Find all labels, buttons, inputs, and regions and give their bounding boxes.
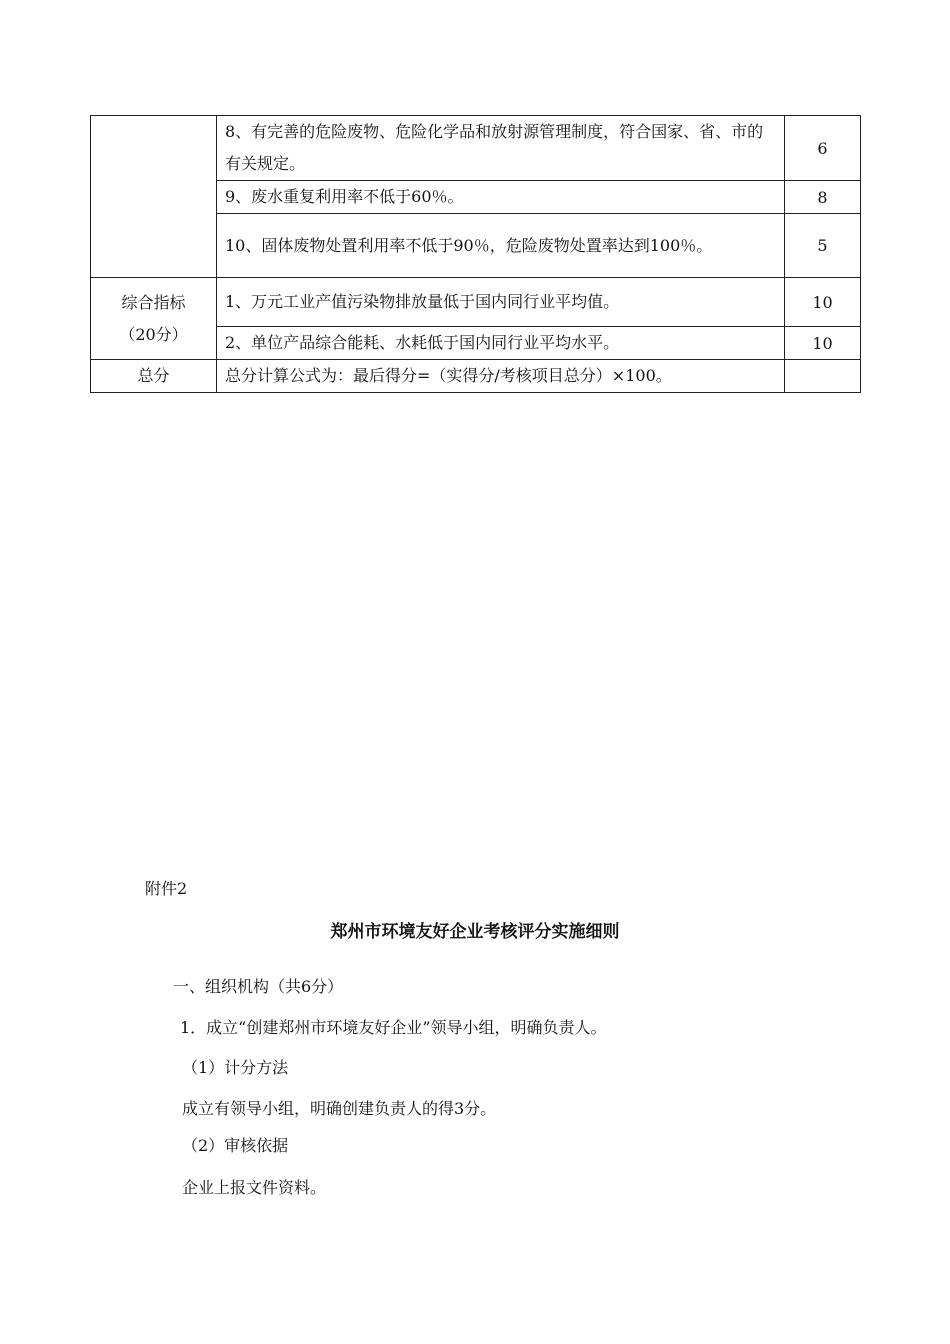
section-heading: 一、组织机构（共6分） — [173, 977, 344, 996]
category-cell-empty — [91, 116, 217, 278]
criterion-item-10: 10、固体废物处置利用率不低于90％，危险废物处置率达到100％。 — [217, 214, 785, 278]
scoring-table — [90, 115, 861, 393]
points-cell: 6 — [785, 116, 861, 181]
item-heading: 1．成立“创建郑州市环境友好企业”领导小组，明确负责人。 — [180, 1018, 607, 1037]
points-cell: 10 — [785, 278, 861, 327]
table-row — [91, 278, 861, 327]
criterion-item-comprehensive-1: 1、万元工业产值污染物排放量低于国内同行业平均值。 — [217, 278, 785, 327]
criterion-item-8: 8、有完善的危险废物、危险化学品和放射源管理制度，符合国家、省、市的有关规定。 — [217, 116, 785, 181]
points-cell: 8 — [785, 181, 861, 214]
sub-heading-scoring-method: （1）计分方法 — [182, 1058, 289, 1077]
category-points: （20分） — [119, 324, 188, 344]
document-title: 郑州市环境友好企业考核评分实施细则 — [330, 922, 620, 942]
category-cell-total: 总分 — [91, 360, 217, 393]
category-cell-comprehensive — [91, 278, 217, 360]
total-formula: 总分计算公式为：最后得分=（实得分/考核项目总分）×100。 — [217, 360, 785, 393]
attachment-label: 附件2 — [145, 879, 188, 898]
criterion-item-comprehensive-2: 2、单位产品综合能耗、水耗低于国内同行业平均水平。 — [217, 327, 785, 360]
table-row — [91, 360, 861, 393]
points-cell — [785, 360, 861, 393]
audit-basis-text: 企业上报文件资料。 — [182, 1178, 327, 1197]
sub-heading-audit-basis: （2）审核依据 — [182, 1136, 289, 1155]
scoring-method-text: 成立有领导小组，明确创建负责人的得3分。 — [182, 1099, 497, 1118]
criterion-item-9: 9、废水重复利用率不低于60％。 — [217, 181, 785, 214]
category-name: 综合指标 — [121, 292, 186, 312]
points-cell: 10 — [785, 327, 861, 360]
table-row — [91, 116, 861, 181]
points-cell: 5 — [785, 214, 861, 278]
